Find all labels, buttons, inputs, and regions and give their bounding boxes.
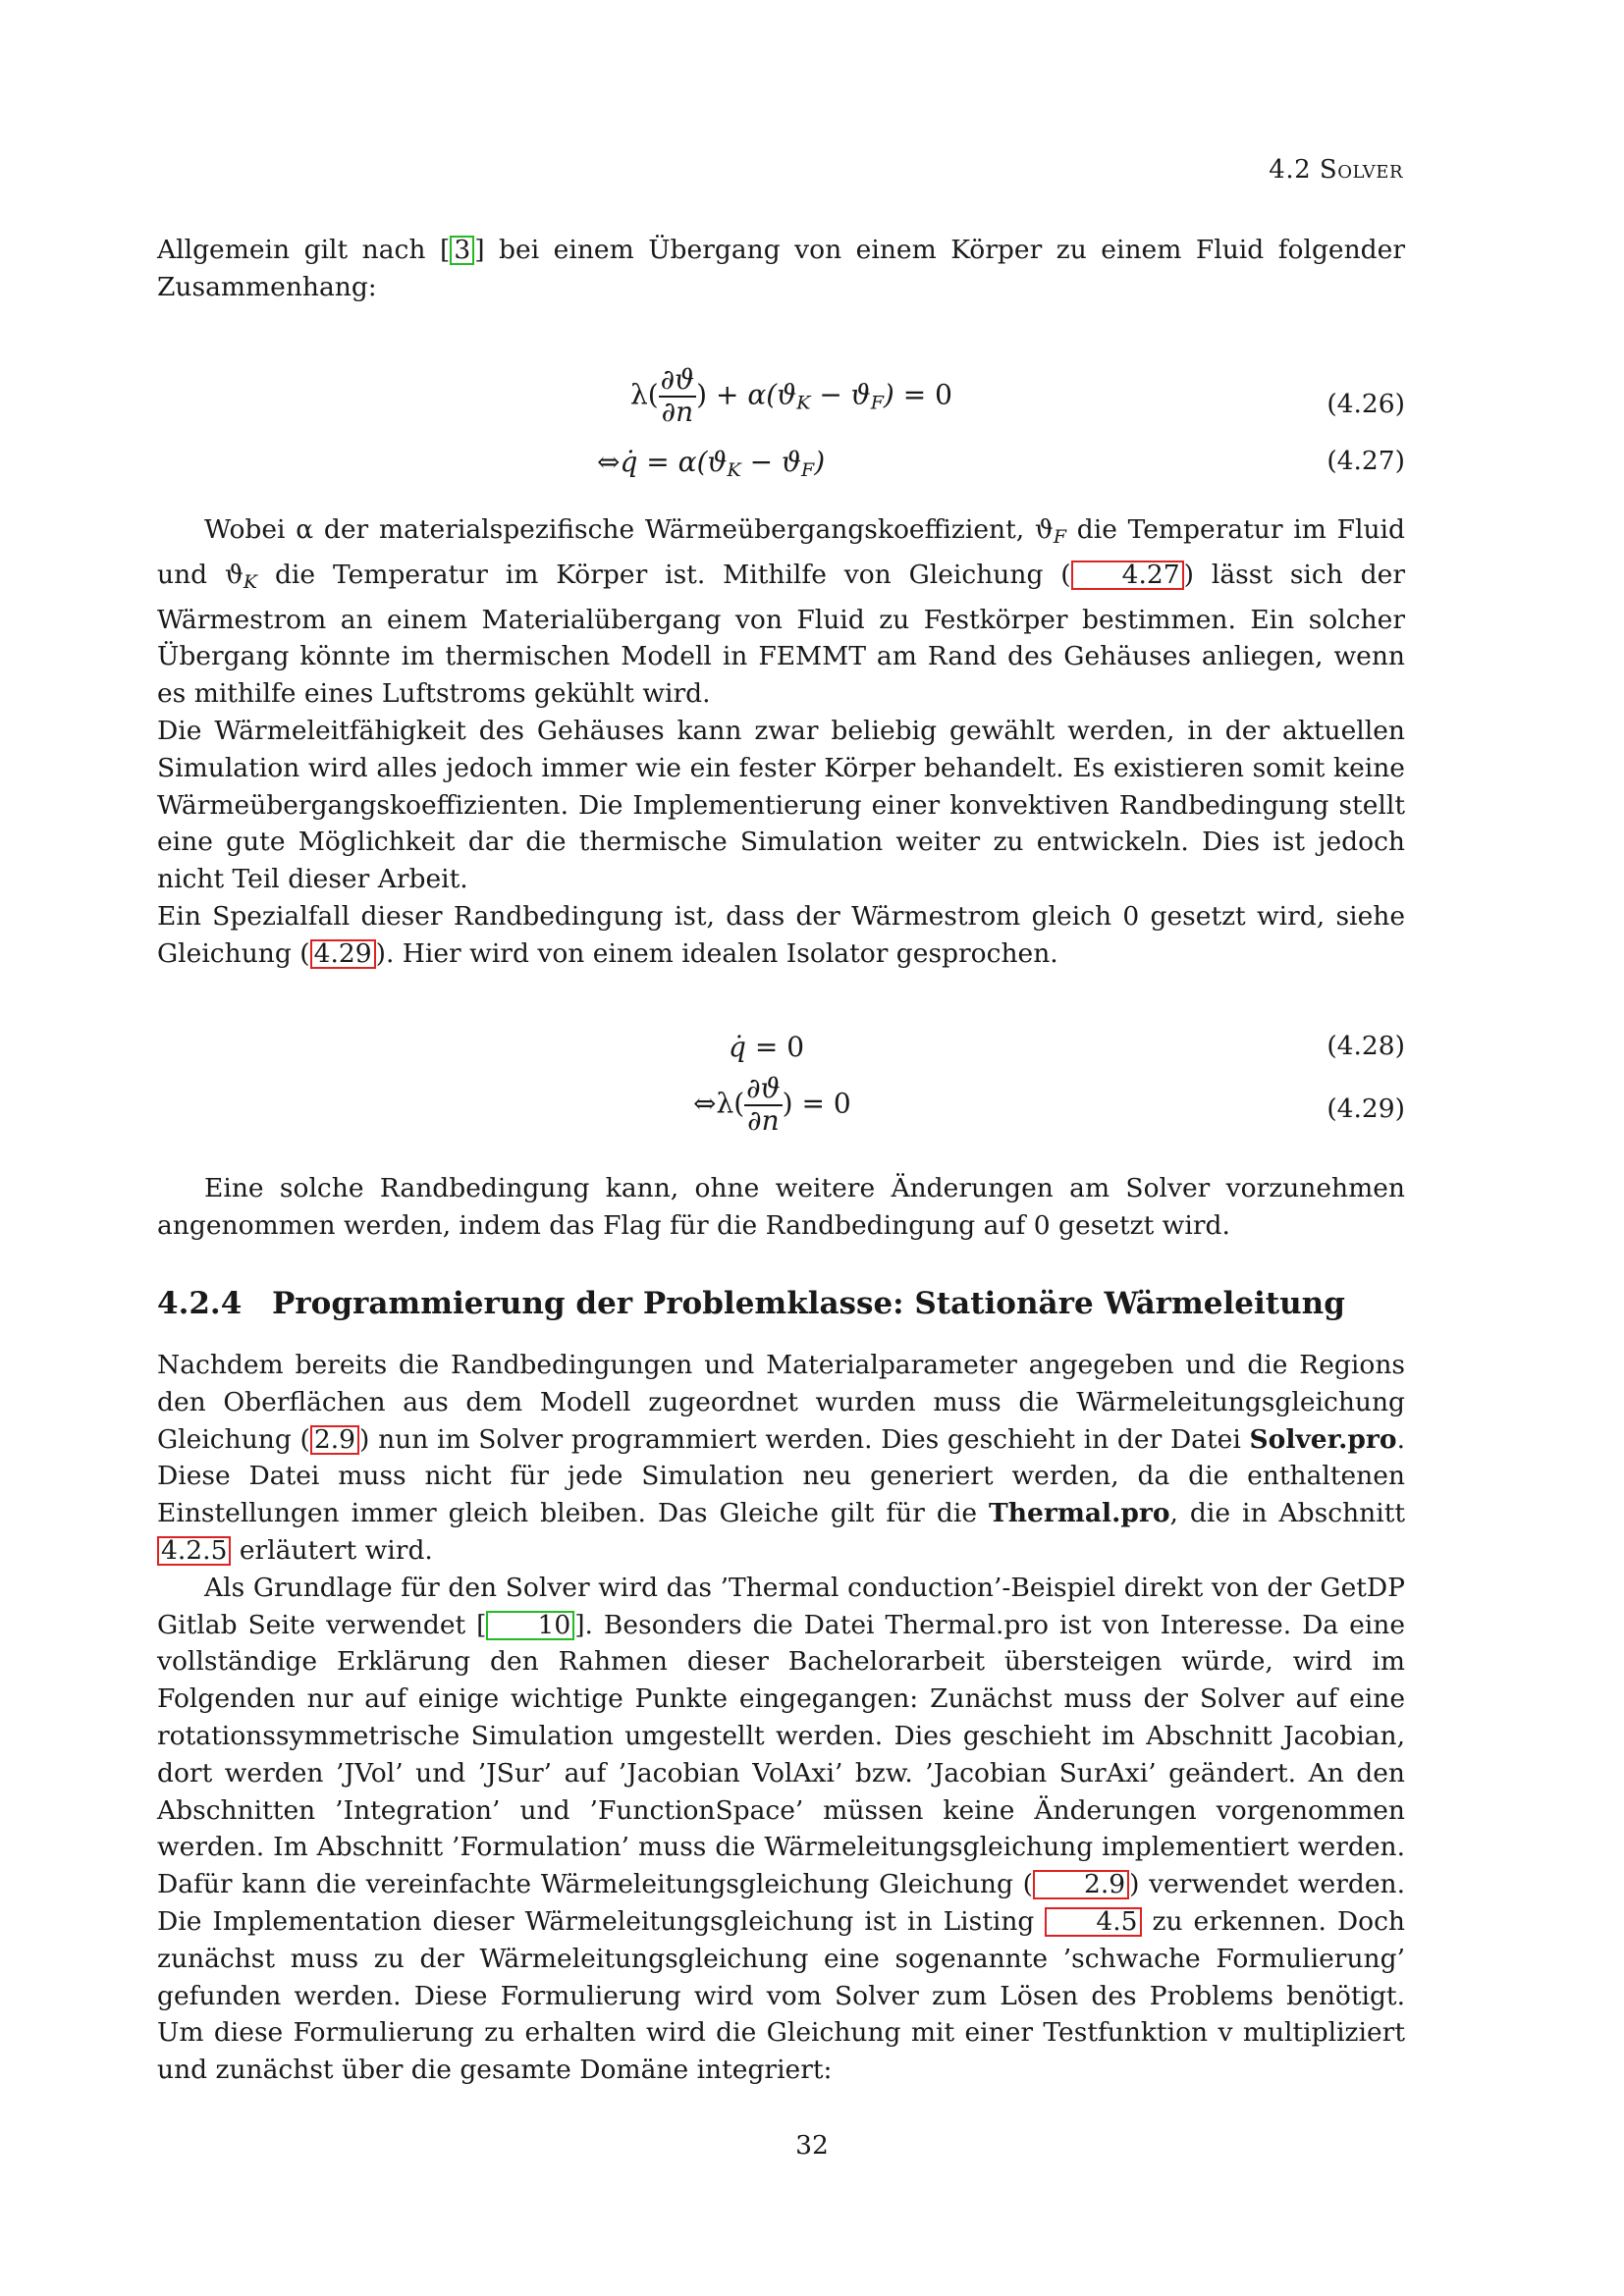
running-head-title: Solver <box>1319 155 1403 185</box>
equation-number: (4.29) <box>1326 1094 1405 1124</box>
text: lässt sich der Wärmestrom an einem Materialübergang von Fluid zu Festkörper bestimmen. Ein solcher Übergang könnte im thermischen Modell in FEMMT am Rand des Gehäuses anliegen, wenn es mithilfe eines Luftstroms gekühlt wird. <box>157 559 1405 710</box>
text: Eine solche Randbedingung kann, ohne weitere Änderungen am Solver vorzunehmen angenommen werden, indem das Flag für die Randbedingung auf 0 gesetzt wird. <box>157 1173 1405 1241</box>
text: . Besonders die Datei Thermal.pro ist von Interesse. Da eine vollständige Erklärung den Rahmen dieser Bachelorarbeit übersteigen würde, wird im Folgenden nur auf einige wichtige Punkte eingegangen: Zunächst muss der Solver auf eine rotationssymmetrische Simulation umgestellt werden. Dies geschieht im Abschnitt Jacobian, dort werden ’JVol’ und ’JSur’ auf ’Jacobian VolAxi’ bzw. ’Jacobian SurAxi’ geändert. An den Abschnitten ’Integration’ und ’FunctionSpace’ müssen keine Änderungen vorgenommen werden. Im Abschnitt ’Formulation’ muss die Wärmeleitungsgleichung implementiert werden. Dafür kann die vereinfachte Wärmeleitungsgleichung Gleichung <box>157 1609 1405 1900</box>
text: die Temperatur im Körper ist. Mithilfe von Gleichung <box>257 559 1061 590</box>
equation-link[interactable]: 4.27 <box>1071 561 1184 590</box>
equation-number: (4.27) <box>1326 446 1405 476</box>
paragraph-waermeleit: Die Wärmeleitfähigkeit des Gehäuses kann zwar beliebig gewählt werden, in der aktuellen Simulation wird alles jedoch immer wie ein fester Körper behandelt. Es existieren somit keine Wärmeübergangskoeffizienten. Die Implementierung einer konvektiven Randbedingung stellt eine gute Möglichkeit dar die thermische Simulation weiter zu entwickeln. Dies ist jedoch nicht Teil dieser Arbeit. <box>157 715 1405 895</box>
paragraph-intro: Allgemein gilt nach [ 3 ] bei einem Übergang von einem Körper zu einem Fluid folgender Zusammenhang: <box>157 235 1405 302</box>
section-title: Programmierung der Problemklasse: Stationäre Wärmeleitung <box>272 1286 1345 1321</box>
filename: Thermal.pro <box>989 1498 1170 1529</box>
text: . Diese Datei muss nicht für jede Simulation neu generiert werden, da die enthaltenen Einstellungen immer gleich bleiben. Das Gleiche gilt für die <box>157 1423 1405 1529</box>
section-heading <box>157 1286 1405 1321</box>
equation-4-27 <box>157 446 1405 505</box>
equation-4-26 <box>157 363 1405 434</box>
subscript: K <box>243 570 258 593</box>
filename: Solver.pro <box>1249 1423 1397 1455</box>
equation-body: λ( $\frac{\partial ϑ}{\partial n}$ ) + $\alpha(ϑ_K - ϑ_F) = 0$ <box>630 363 952 428</box>
equation-body: ⇔q̇ = $\alpha(ϑ_K - ϑ_F)$ <box>597 446 826 481</box>
text: Als Grundlage für den Solver wird das ’Thermal conduction’-Beispiel direkt von der GetDP Gitlab Seite verwendet <box>157 1572 1405 1640</box>
page-number: 32 <box>795 2130 829 2161</box>
equation-link[interactable]: 2.9 <box>310 1425 359 1455</box>
text: die Temperatur im Fluid und ϑ <box>157 514 1405 590</box>
equation-number: (4.26) <box>1326 389 1405 419</box>
listing-link[interactable]: 4.5 <box>1045 1907 1141 1937</box>
text: Wobei α der materialspezifische Wärmeübergangskoeffizient, ϑ <box>204 514 1054 545</box>
text: Allgemein gilt nach <box>157 235 440 265</box>
text: zu erkennen. Doch zunächst muss zu der Wärmeleitungsgleichung eine sogenannte ’schwache Formulierung’ gefunden werden. Diese Formulierung wird vom Solver zum Lösen des Problems benötigt. Um diese Formulierung zu erhalten wird die Gleichung mit einer Testfunktion v multipliziert und zunächst über die gesamte Domäne integriert: <box>157 1905 1405 2086</box>
text: Nachdem bereits die Randbedingungen und Materialparameter angegeben und die Regions den Oberflächen aus dem Modell zugeordnet wurden muss die Wärmeleitungsgleichung Gleichung <box>157 1350 1405 1455</box>
section-body <box>157 1347 1405 2089</box>
running-head <box>1269 155 1403 185</box>
equation-link[interactable]: 2.9 <box>1033 1870 1129 1899</box>
running-head-number: 4.2 <box>1269 155 1312 185</box>
paragraph-nachdem: Nachdem bereits die Randbedingungen und Materialparameter angegeben und die Regions den Oberflächen aus dem Modell zugeordnet wurden muss die Wärmeleitungsgleichung Gleichung ( 2.9 ) nun im Solver programmiert werden. Dies geschieht in der Datei Solver.pro. Diese Datei muss nicht für jede Simulation neu generiert werden, da die enthaltenen Einstellungen immer gleich bleiben. Das Gleiche gilt für die Thermal.pro, die in Abschnitt 4.2.5 erläutert wird. <box>157 1350 1405 1566</box>
citation-link[interactable]: 3 <box>450 236 474 265</box>
text: bei einem Übergang von einem Körper zu einem Fluid folgender Zusammenhang: <box>157 235 1405 302</box>
paragraph-grundlage: Als Grundlage für den Solver wird das ’Thermal conduction’-Beispiel direkt von der GetDP Gitlab Seite verwendet [ 10 ]. Besonders die Datei Thermal.pro ist von Interesse. Da eine vollständige Erklärung den Rahmen dieser Bachelorarbeit übersteigen würde, wird im Folgenden nur auf einige wichtige Punkte eingegangen: Zunächst muss der Solver auf eine rotationssymmetrische Simulation umgestellt werden. Dies geschieht im Abschnitt Jacobian, dort werden ’JVol’ und ’JSur’ auf ’Jacobian VolAxi’ bzw. ’Jacobian SurAxi’ geändert. An den Abschnitten ’Integration’ und ’FunctionSpace’ müssen keine Änderungen vorgenommen werden. Im Abschnitt ’Formulation’ muss die Wärmeleitungsgleichung implementiert werden. Dafür kann die vereinfachte Wärmeleitungsgleichung Gleichung ( 2.9 ) verwendet werden. Die Implementation dieser Wärmeleitungsgleichung ist in Listing 4.5 zu erkennen. Doch zunächst muss zu der Wärmeleitungsgleichung eine sogenannte ’schwache Formulierung’ gefunden werden. Diese Formulierung wird vom Solver zum Lösen des Problems benötigt. Um diese Formulierung zu erhalten wird die Gleichung mit einer Testfunktion v multipliziert und zunächst über die gesamte Domäne integriert: <box>157 1572 1405 2086</box>
citation-link[interactable]: 10 <box>486 1611 574 1640</box>
equation-body: ⇔λ( $\frac{\partial ϑ}{\partial n}$ ) = 0 <box>693 1072 851 1137</box>
equation-link[interactable]: 4.29 <box>310 939 376 969</box>
text: Ein Spezialfall dieser Randbedingung ist, dass der Wärmestrom gleich 0 gesetzt wird, siehe Gleichung <box>157 900 1405 969</box>
text: verwendet werden. Die Implementation dieser Wärmeleitungsgleichung ist in Listing <box>157 1869 1405 1937</box>
equation-4-29 <box>157 1072 1405 1141</box>
section-link[interactable]: 4.2.5 <box>157 1536 231 1566</box>
paragraph-wobei: Wobei α der materialspezifische Wärmeübergangskoeffizient, $ϑ_F$ die Temperatur im Fluid und $ϑ_K$ die Temperatur im Körper ist. Mithilfe von Gleichung ( 4.27 ) lässt sich der Wärmestrom an einem Materialübergang von Fluid zu Festkörper bestimmen. Ein solcher Übergang könnte im thermischen Modell in FEMMT am Rand des Gehäuses anliegen, wenn es mithilfe eines Luftstroms gekühlt wird. Die Wärmeleitfähigkeit des Gehäuses kann zwar beliebig gewählt werden, in der aktuellen Simulation wird alles jedoch immer wie ein fester Körper behandelt. Es existieren somit keine Wärmeübergangskoeffizienten. Die Implementierung einer konvektiven Randbedingung stellt eine gute Möglichkeit dar die thermische Simulation weiter zu entwickeln. Dies ist jedoch nicht Teil dieser Arbeit. Ein Spezialfall dieser Randbedingung ist, dass der Wärmestrom gleich 0 gesetzt wird, siehe Gleichung ( 4.29 ). Hier wird von einem idealen Isolator gesprochen. <box>157 514 1405 969</box>
equation-number: (4.28) <box>1326 1031 1405 1061</box>
text: , die in Abschnitt <box>1169 1498 1405 1529</box>
text: nun im Solver programmiert werden. Dies geschieht in der Datei <box>369 1423 1250 1455</box>
section-number: 4.2.4 <box>157 1286 243 1321</box>
text: erläutert wird. <box>231 1534 433 1566</box>
paragraph-eine-solche <box>157 1170 1405 1245</box>
text: . Hier wird von einem idealen Isolator gesprochen. <box>385 937 1058 969</box>
equation-body: q̇ = 0 <box>729 1031 805 1063</box>
subscript: F <box>1053 526 1067 548</box>
